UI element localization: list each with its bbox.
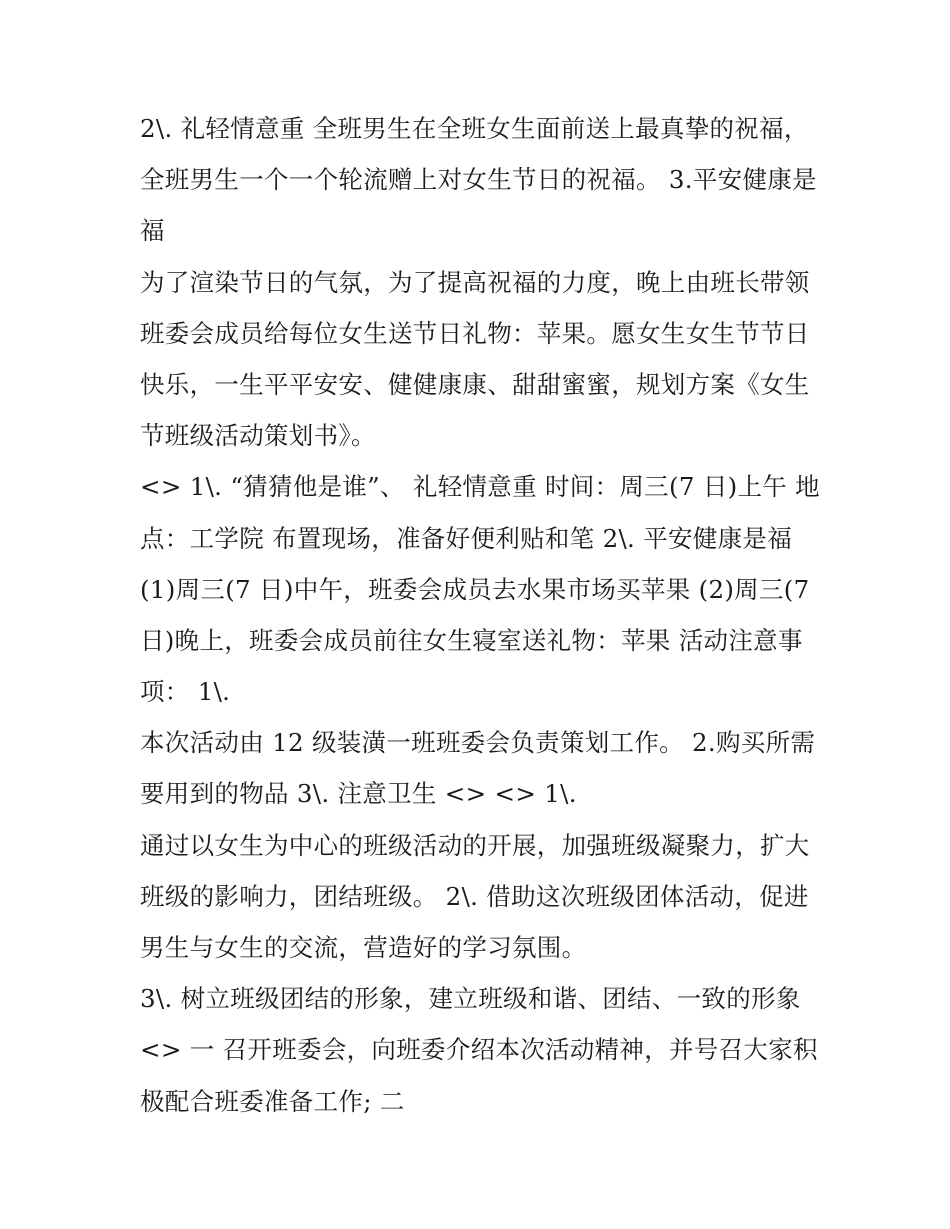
text-line-16: 班级的影响力，团结班级。 2\. 借助这次班级团体活动，促进 [140, 881, 809, 911]
text-line-4: 为了渲染节日的气氛，为了提高祝福的力度，晚上由班长带领 [140, 267, 810, 297]
text-line-13: 本次活动由 12 级装潢一班班委会负责策划工作。 2.购买所需 [140, 728, 816, 758]
text-line-9: 点：工学院 布置现场，准备好便利贴和笔 2\. 平安健康是福 [140, 523, 792, 553]
text-line-17: 男生与女生的交流，营造好的学习氛围。 [140, 933, 587, 962]
text-line-10: (1)周三(7 日)中午，班委会成员去水果市场买苹果 (2)周三(7 [140, 574, 810, 604]
text-line-12: 项： 1\. [140, 677, 231, 707]
text-line-19: <> 一 召开班委会，向班委介绍本次活动精神，并号召大家积 [140, 1035, 818, 1065]
text-line-14: 要用到的物品 3\. 注意卫生 <> <> 1\. [140, 779, 577, 809]
document-body [140, 103, 820, 1127]
text-line-11: 日)晚上，班委会成员前往女生寝室送礼物：苹果 活动注意事 [140, 625, 803, 655]
text-line-1: 2\. 礼轻情意重 全班男生在全班女生面前送上最真挚的祝福， [140, 114, 809, 143]
text-line-15: 通过以女生为中心的班级活动的开展，加强班级凝聚力，扩大 [140, 830, 810, 860]
text-line-2: 全班男生一个一个轮流赠上对女生节日的祝福。 3.平安健康是 [140, 165, 817, 195]
text-line-6: 快乐，一生平平安安、健健康康、甜甜蜜蜜，规划方案《女生 [140, 369, 810, 399]
text-line-5: 班委会成员给每位女生送节日礼物：苹果。愿女生女生节节日 [140, 318, 810, 348]
text-line-18: 3\. 树立班级团结的形象，建立班级和谐、团结、一致的形象 [140, 984, 801, 1014]
text-line-3: 福 [140, 216, 165, 246]
text-line-20: 极配合班委准备工作; 二 [140, 1086, 405, 1116]
text-line-7: 节班级活动策划书》。 [140, 421, 376, 451]
text-line-8: <> 1\. “猜猜他是谁”、 礼轻情意重 时间：周三(7 日)上午 地 [140, 472, 820, 502]
